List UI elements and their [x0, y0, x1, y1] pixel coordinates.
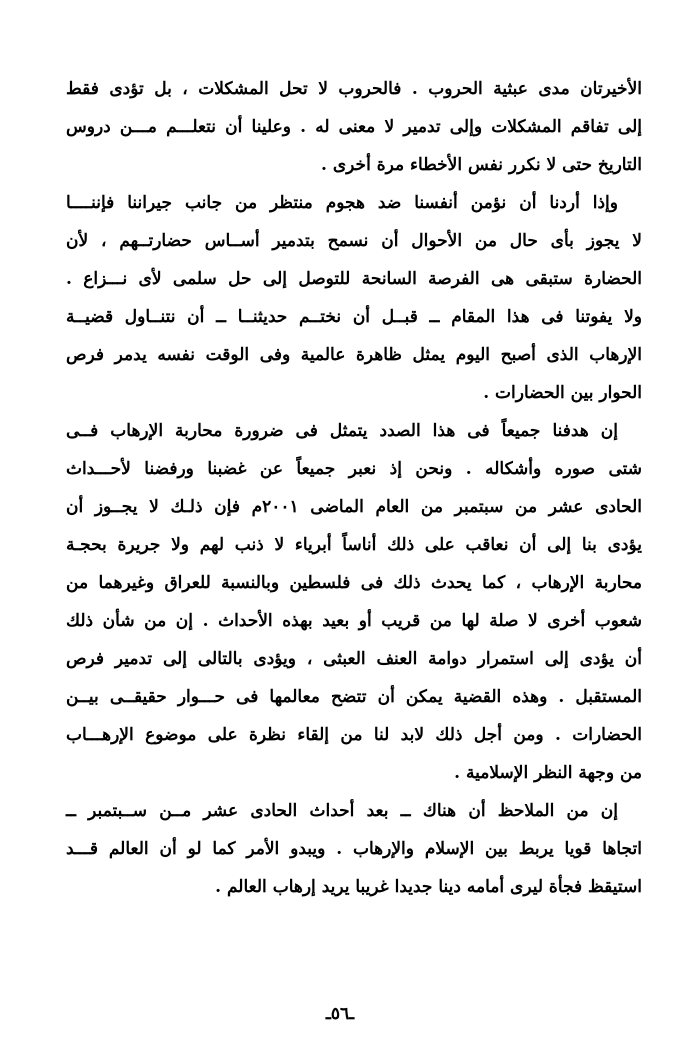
paragraph [66, 184, 642, 412]
text-line: الأخيرتان مدى عبثية الحروب . فالحروب لا تحل المشكلات ، بل تؤدى فقط [66, 79, 642, 99]
text-line: محاربة الإرهاب ، كما يحدث ذلك فى فلسطين وبالنسبة للعراق وغيرهما من [66, 573, 642, 593]
text-line: يؤدى بنا إلى أن نعاقب على ذلك أناساً أبرياء لا ذنب لهم ولا جريرة بحجـة [66, 535, 642, 555]
paragraph [66, 70, 642, 184]
paragraph [66, 412, 642, 792]
text-line: وإذا أردنا أن نؤمن أنفسنا ضد هجوم منتظر من جانب جيراننا فإننــــا [66, 193, 618, 213]
paragraph [66, 792, 642, 906]
text-line: أن يؤدى إلى استمرار دوامة العنف العبثى ، ويؤدى بالتالى إلى تدمير فرص [66, 649, 642, 669]
text-line: الحوار بين الحضارات . [483, 383, 642, 403]
text-line: شتى صوره وأشكاله . ونحن إذ نعبر جميعاً عن غضبنا ورفضنا لأحـــداث [66, 459, 642, 479]
page-number: ـ٥٦ـ [325, 1004, 355, 1024]
text-line: الإرهاب الذى أصبح اليوم يمثل ظاهرة عالمية وفى الوقت نفسه يدمر فرص [66, 345, 642, 365]
text-line: الحادى عشر من سبتمبر من العام الماضى ٢٠٠١م فإن ذلـك لا يجــوز أن [66, 497, 642, 517]
text-line: اتجاها قويا يربط بين الإسلام والإرهاب . ويبدو الأمر كما لو أن العالم قـــد [66, 839, 642, 859]
text-line: من وجهة النظر الإسلامية . [454, 763, 642, 783]
text-line: المستقبل . وهذه القضية يمكن أن تتضح معالمها فى حـــوار حقيقــى بيــن [66, 687, 642, 707]
body-text [66, 70, 642, 906]
text-line: إن هدفنا جميعاً فى هذا الصدد يتمثل فى ضرورة محاربة الإرهاب فــى [66, 421, 618, 441]
text-line: الحضارة ستبقى هى الفرصة السانحة للتوصل إلى حل سلمى لأى نـــزاع . [66, 269, 642, 289]
text-line: استيقظ فجأة ليرى أمامه دينا جديدا غريبا يريد إرهاب العالم . [215, 877, 642, 897]
text-line: ولا يفوتنا فى هذا المقام ــ قبــل أن نختــم حديثنــا ــ أن نتنــاول قضيــة [66, 307, 642, 327]
text-line: شعوب أخرى لا صلة لها من قريب أو بعيد بهذه الأحداث . إن من شأن ذلك [66, 611, 642, 631]
text-line: التاريخ حتى لا نكرر نفس الأخطاء مرة أخرى . [321, 155, 642, 175]
text-line: إن من الملاحظ أن هناك ــ بعد أحداث الحادى عشر مــن ســبتمبر ــ [66, 801, 618, 821]
text-line: لا يجوز بأى حال من الأحوال أن نسمح بتدمير أســاس حضارتــهم ، لأن [66, 231, 642, 251]
text-line: الحضارات . ومن أجل ذلك لابد لنا من إلقاء نظرة على موضوع الإرهـــاب [66, 725, 642, 745]
text-line: إلى تفاقم المشكلات وإلى تدمير لا معنى له . وعلينا أن نتعلـــم مـــن دروس [66, 117, 642, 137]
